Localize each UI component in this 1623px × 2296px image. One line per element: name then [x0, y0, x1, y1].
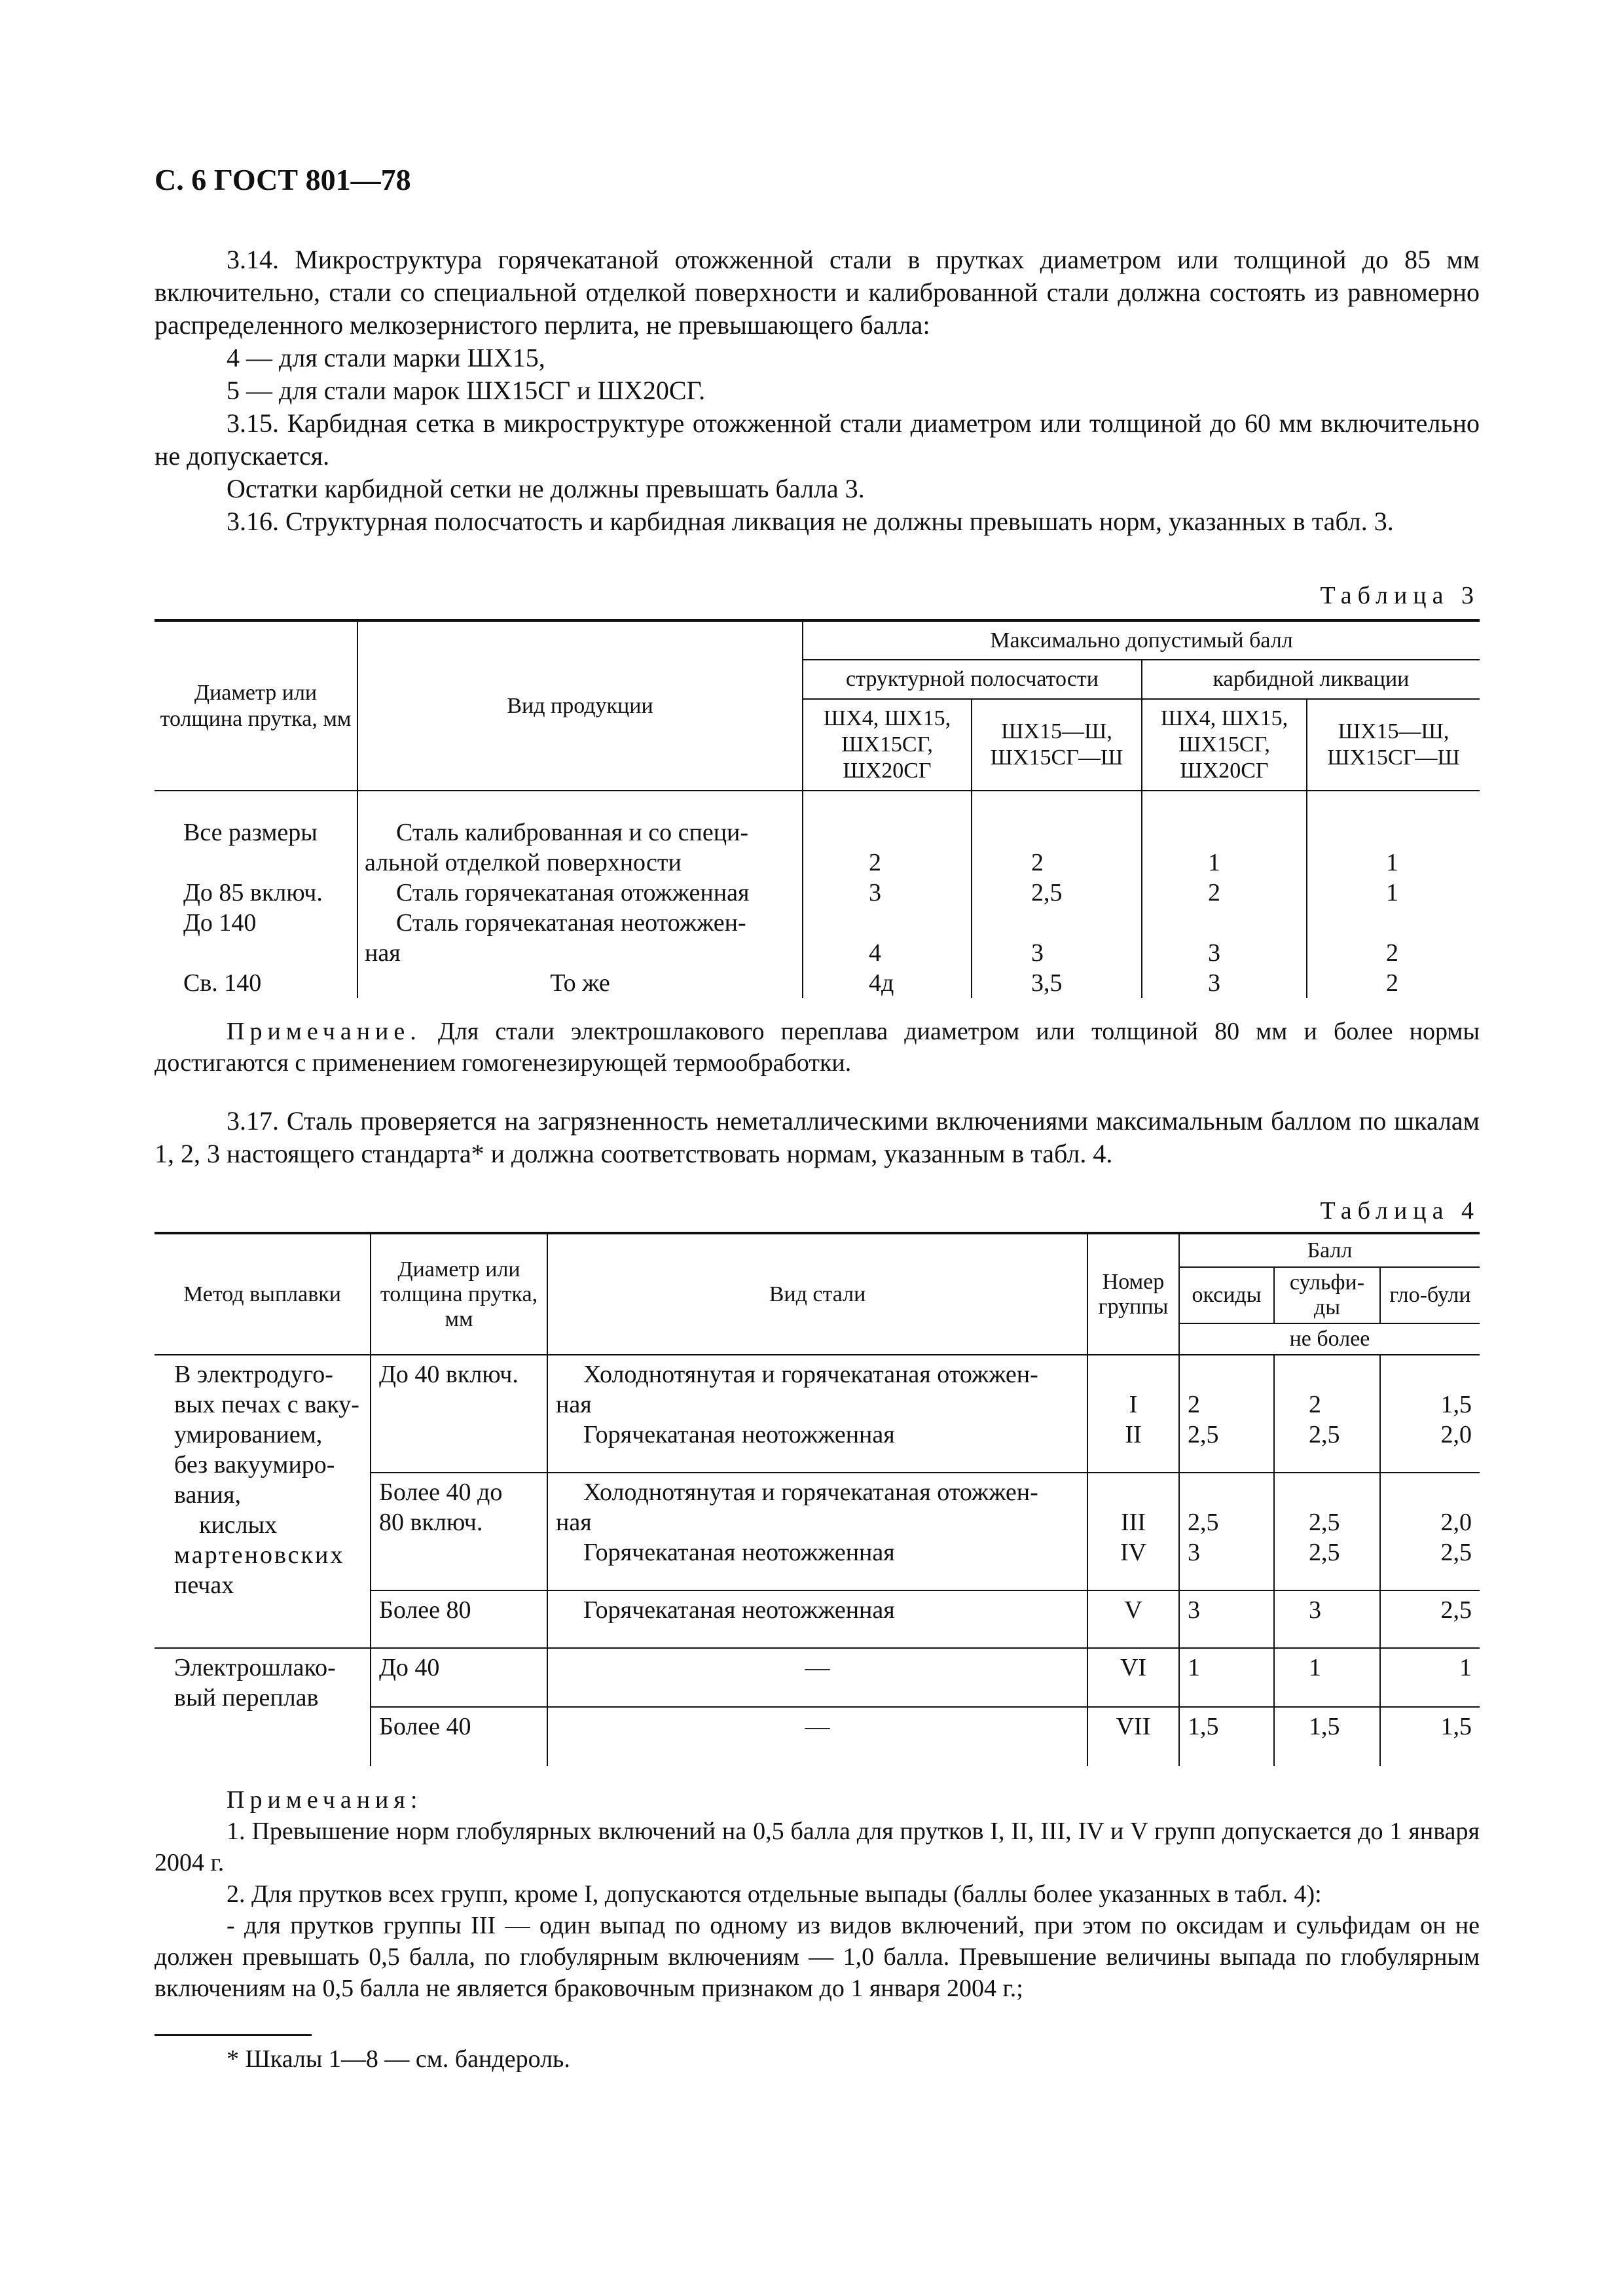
- t3-header-diameter: Диаметр или толщина прутка, мм: [155, 620, 357, 791]
- t4-steel: —: [547, 1707, 1087, 1766]
- t4-diameter: До 40: [371, 1648, 547, 1707]
- t3-header-banding: структурной полосчатости: [803, 660, 1142, 699]
- t4-globules: 1,5 2,0: [1380, 1355, 1480, 1473]
- footnote: * Шкалы 1—8 — см. бандероль.: [227, 2045, 570, 2073]
- t4-oxides: 2 2,5: [1179, 1355, 1274, 1473]
- table-4-caption: Таблица 4: [1320, 1197, 1480, 1225]
- t4-group: VII: [1087, 1707, 1179, 1766]
- table-row: [155, 1648, 1480, 1707]
- t4-sulfides: 1: [1274, 1648, 1380, 1707]
- t4-oxides: 1,5: [1179, 1707, 1274, 1766]
- paragraph-3-14: 3.14. Микроструктура горячекатаной отожженной стали в прутках диаметром или толщиной до 85 мм включительно, стали со специальной отделкой поверхности и калиброванной стали должна состоять из равномерно распределенного мелкозернистого перлита, не превышающего балла:: [155, 245, 1480, 340]
- t4-sulfides: 1,5: [1274, 1707, 1380, 1766]
- section-3-14-to-3-16: [155, 243, 1480, 538]
- t3-col-banding-b: 2 2,5 3 3,5: [972, 791, 1142, 998]
- paragraph-3-15: 3.15. Карбидная сетка в микроструктуре отожженной стали диаметром или толщиной до 60 мм включительно не допускается.: [155, 408, 1480, 471]
- t3-col-product: Сталь калиброванная и со специ- альной отделкой поверхности Сталь горячекатаная отожженная Сталь горячекатаная неотожжен- ная То же: [357, 791, 803, 998]
- t4-globules: 2,5: [1380, 1590, 1480, 1648]
- t4-header-oxides: оксиды: [1179, 1267, 1274, 1323]
- t3-header-banding-grades-a: ШХ4, ШХ15, ШХ15СГ, ШХ20СГ: [803, 699, 972, 791]
- t4-header-no-more: не более: [1179, 1323, 1480, 1355]
- t4-sulfides: 2,5 2,5: [1274, 1473, 1380, 1590]
- t3-col-liquation-a: 1 2 3 3: [1142, 791, 1307, 998]
- t4-sulfides: 2 2,5: [1274, 1355, 1380, 1473]
- t3-header-liquation-grades-a: ШХ4, ШХ15, ШХ15СГ, ШХ20СГ: [1142, 699, 1307, 791]
- table-3-note: [155, 1016, 1480, 1079]
- paragraph-carbide-network: Остатки карбидной сетки не должны превышать балла 3.: [227, 474, 865, 503]
- paragraph-shx15: 4 — для стали марки ШХ15,: [227, 343, 545, 372]
- t4-method-esr: Электрошлако- вый переплав: [155, 1648, 371, 1766]
- paragraph-3-16: 3.16. Структурная полосчатость и карбидная ликвация не должны превышать норм, указанных в табл. 3.: [227, 507, 1394, 536]
- t3-header-liquation-grades-b: ШХ15—Ш, ШХ15СГ—Ш: [1307, 699, 1480, 791]
- t4-steel: Холоднотянутая и горячекатаная отожжен- ная Горячекатаная неотожженная: [547, 1473, 1087, 1590]
- t3-header-liquation: карбидной ликвации: [1142, 660, 1480, 699]
- t4-globules: 1: [1380, 1648, 1480, 1707]
- t4-diameter: До 40 включ.: [371, 1355, 547, 1473]
- note-item-1: 1. Превышение норм глобулярных включений на 0,5 балла для прутков I, II, III, IV и V групп допускается до 1 января 2004 г.: [155, 1818, 1480, 1876]
- t3-col-liquation-b: 1 1 2 2: [1307, 791, 1480, 998]
- paragraph-3-17: 3.17. Сталь проверяется на загрязненность неметаллическими включениями максимальным баллом по шкалам 1, 2, 3 настоящего стандарта* и должна соответствовать нормам, указанным в табл. 4.: [155, 1106, 1480, 1168]
- t4-header-steel: Вид стали: [547, 1233, 1087, 1355]
- t4-globules: 2,0 2,5: [1380, 1473, 1480, 1590]
- note-label: Примечание.: [227, 1018, 422, 1045]
- note-text: Для стали электрошлакового переплава диаметром или толщиной 80 мм и более нормы достигаются с применением гомогенезирующей термообработки.: [155, 1018, 1480, 1077]
- t4-diameter: Более 40 до 80 включ.: [371, 1473, 547, 1590]
- t4-steel: Горячекатаная неотожженная: [547, 1590, 1087, 1648]
- table-4: [155, 1232, 1480, 1766]
- section-3-17: [155, 1105, 1480, 1170]
- table-row: [155, 1355, 1480, 1473]
- note-item-2-detail: - для прутков группы III — один выпад по одному из видов включений, при этом по оксидам и сульфидам он не должен превышать 0,5 балла, по глобулярным включениям — 1,0 балла. Превышение величины выпада по глобулярным включениям на 0,5 балла не является браковочным признаком до 1 января 2004 г.;: [155, 1912, 1480, 2002]
- t4-group: V: [1087, 1590, 1179, 1648]
- notes-label: Примечания:: [227, 1786, 423, 1814]
- t4-globules: 1,5: [1380, 1707, 1480, 1766]
- t4-header-method: Метод выплавки: [155, 1233, 371, 1355]
- table-4-notes: [155, 1784, 1480, 2004]
- t4-diameter: Более 40: [371, 1707, 547, 1766]
- t4-header-sulfides: сульфи-ды: [1274, 1267, 1380, 1323]
- t4-header-group: Номер группы: [1087, 1233, 1179, 1355]
- t4-diameter: Более 80: [371, 1590, 547, 1648]
- t3-col-banding-a: 2 3 4 4д: [803, 791, 972, 998]
- t4-sulfides: 3: [1274, 1590, 1380, 1648]
- t4-header-diameter: Диаметр или толщина прутка, мм: [371, 1233, 547, 1355]
- t3-header-product: Вид продукции: [357, 620, 803, 791]
- footnote-divider: [155, 2034, 312, 2036]
- t4-oxides: 3: [1179, 1590, 1274, 1648]
- table-3-caption: Таблица 3: [1320, 582, 1480, 609]
- paragraph-shx15sg: 5 — для стали марок ШХ15СГ и ШХ20СГ.: [227, 376, 706, 405]
- page-header: С. 6 ГОСТ 801—78: [155, 163, 411, 196]
- t4-group: I II: [1087, 1355, 1179, 1473]
- t3-col-diameter: Все размеры До 85 включ. До 140 Св. 140: [155, 791, 357, 998]
- t4-group: VI: [1087, 1648, 1179, 1707]
- t4-group: III IV: [1087, 1473, 1179, 1590]
- t4-method-arc: В электродуго- вых печах с ваку- умированием, без вакуумиро- вания, кислых мартеновских печах: [155, 1355, 371, 1648]
- t3-header-max-score: Максимально допустимый балл: [803, 620, 1480, 660]
- t4-header-score: Балл: [1179, 1233, 1480, 1267]
- t3-header-banding-grades-b: ШХ15—Ш, ШХ15СГ—Ш: [972, 699, 1142, 791]
- note-item-2: 2. Для прутков всех групп, кроме I, допускаются отдельные выпады (баллы более указанных в табл. 4):: [227, 1880, 1322, 1908]
- t4-steel: Холоднотянутая и горячекатаная отожжен- ная Горячекатаная неотожженная: [547, 1355, 1087, 1473]
- table-3: [155, 619, 1480, 998]
- t4-header-globules: гло-були: [1380, 1267, 1480, 1323]
- t4-steel: —: [547, 1648, 1087, 1707]
- t4-oxides: 2,5 3: [1179, 1473, 1274, 1590]
- t4-oxides: 1: [1179, 1648, 1274, 1707]
